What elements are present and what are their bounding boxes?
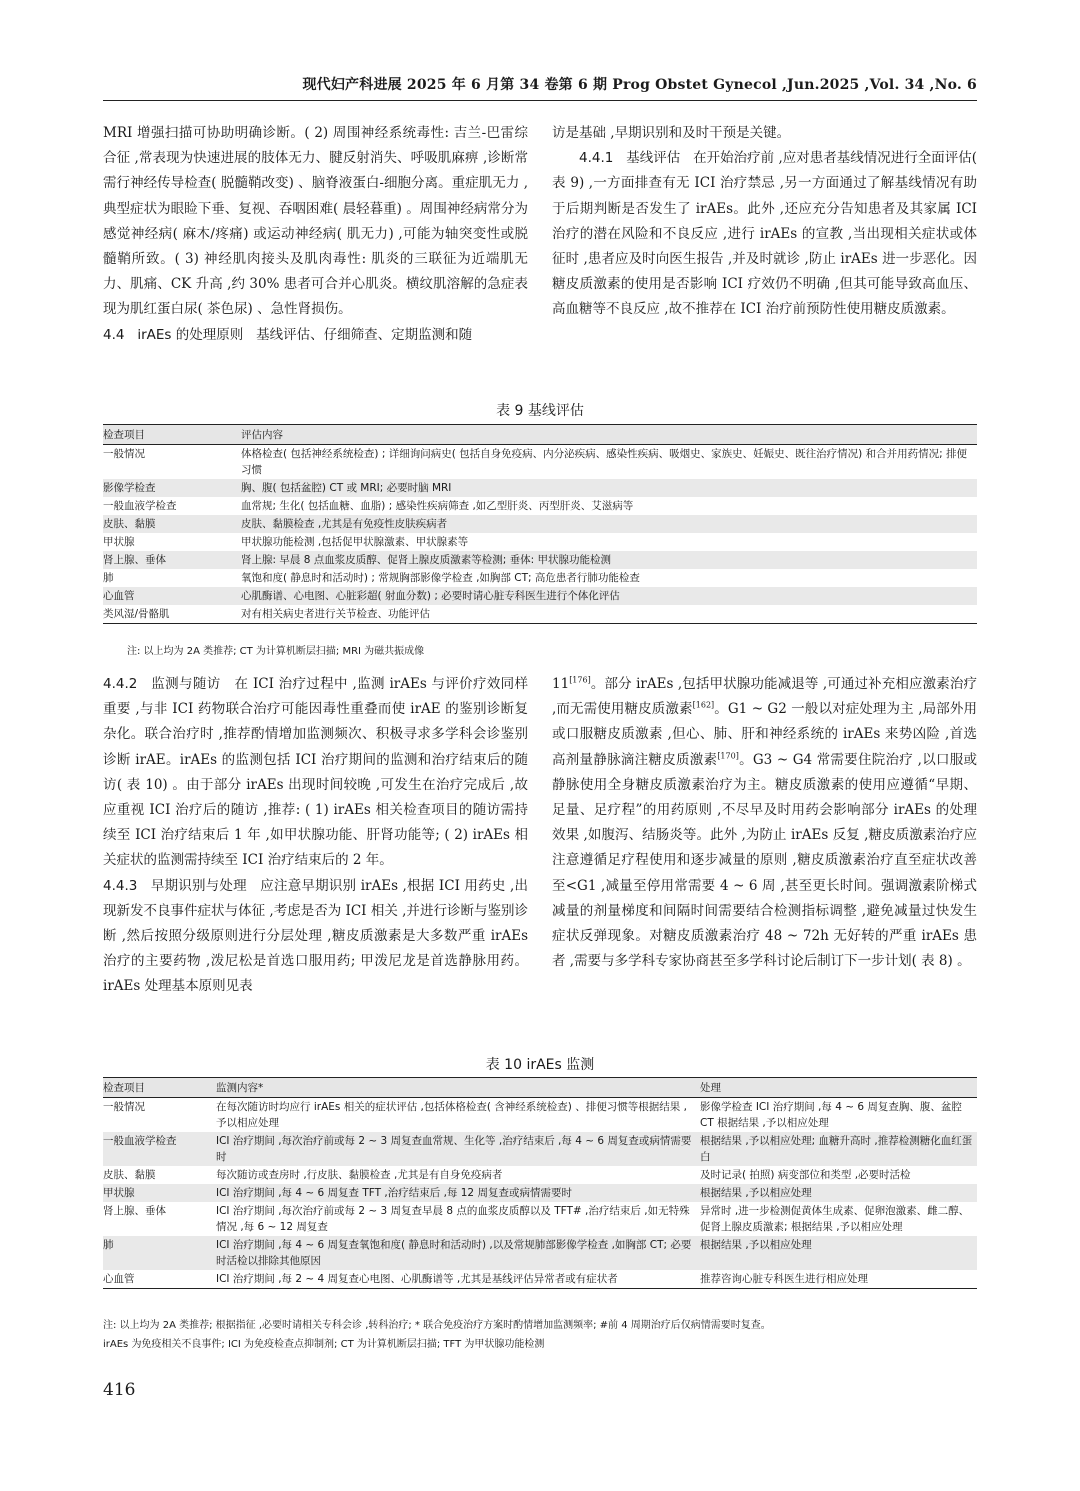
table-cell: 肾上腺: 早晨 8 点血浆皮质醇、促肾上腺皮质激素等检测; 垂体: 甲状腺功能检测 [241, 551, 977, 569]
section-4-4-1 [552, 146, 977, 322]
section-4-4-3 [103, 874, 528, 1000]
section-4-4-2 [103, 672, 528, 874]
table-10-note-line: 注: 以上均为 2A 类推荐; 根据指征 ,必要时请相关专科会诊 ,转科治疗; * 联合免疫治疗方案时酌情增加监测频率; #前 4 周期治疗后仅病情需要时复查。 [103, 1320, 771, 1331]
text-run: 。部分 irAEs ,包括甲状腺功能减退等 ,可通过补充相应激素治疗 ,而无需使用糖皮质激素 [552, 676, 977, 718]
table-cell: 心血管 [103, 587, 241, 605]
table-header-row [103, 1078, 977, 1098]
table-cell: 甲状腺 [103, 1184, 216, 1202]
column-header: 评估内容 [241, 425, 977, 445]
table-row [103, 1270, 977, 1289]
section-number: 4.4.2 [103, 676, 138, 692]
neuro-toxicity-paragraph: MRI 增强扫描可协助明确诊断。( 2) 周围神经系统毒性: 吉兰-巴雷综合征 ,常表现为快速进展的肢体无力、腱反射消失、呼吸肌麻痹 ,诊断常需行神经传导检查( 脱髓鞘改变) 、脑脊液蛋白-细胞分离。重症肌无力 ,典型症状为眼睑下垂、复视、吞咽困难( 晨轻暮重) 。周围神经病常分为感觉神经病( 麻木/疼痛) 或运动神经病( 肌无力) ,可能为轴突变性或脱髓鞘所致。( 3) 神经肌肉接头及肌肉毒性: 肌炎的三联征为近端肌无力、肌痛、CK 升高 ,约 30% 患者可合并心肌炎。横纹肌溶解的急症表现为肌红蛋白尿( 茶色尿) 、急性肾损伤。 [103, 125, 528, 318]
table-row [103, 445, 977, 480]
section-text: 基线评估、仔细筛查、定期监测和随 [256, 326, 473, 343]
section-number: 4.4.3 [103, 877, 138, 894]
middle-right-column [552, 672, 977, 974]
table-cell: 肾上腺、垂体 [103, 551, 241, 569]
table-cell: ICI 治疗期间 ,每 4 ~ 6 周复查 TFT ,治疗结束后 ,每 12 周复查或病情需要时 [216, 1184, 700, 1202]
table-cell: 心血管 [103, 1270, 216, 1289]
text-run: 。G1 ~ G2 一般以对症处理为主 ,局部外用或口服糖皮质激素 ,但心、肺、肝和神经系统的 irAEs 来势凶险 ,首选高剂量静脉滴注糖皮质激素 [552, 701, 977, 768]
table-cell: 氧饱和度( 静息时和活动时) ; 常规胸部影像学检查 ,如胸部 CT; 高危患者行肺功能检查 [241, 572, 640, 584]
table-cell: 甲状腺 [103, 536, 135, 548]
table-10-note [103, 1316, 977, 1354]
table-cell: ICI 治疗期间 ,每次治疗前或每 2 ~ 3 周复查早晨 8 点的血浆皮质醇以及 TFT# ,治疗结束后 ,如无特殊情况 ,每 6 ~ 12 周复查 [216, 1205, 690, 1233]
table-cell: 血常规; 生化( 包括血糖、血脂) ; 感染性疾病筛查 ,如乙型肝炎、丙型肝炎、艾滋病等 [241, 500, 634, 512]
table-cell: 肺 [103, 572, 114, 584]
table-cell: ICI 治疗期间 ,每 4 ~ 6 周复查氧饱和度( 静息时和活动时) ,以及常规肺部影像学检查 ,如胸部 CT; 必要时活检以排除其他原因 [216, 1236, 700, 1270]
table-cell: 一般血液学检查 [103, 500, 177, 512]
table-row [103, 587, 977, 605]
table-cell: 类风湿/骨骼肌 [103, 605, 241, 624]
table-cell: 皮肤、黏膜 [103, 515, 241, 533]
section-text: 在 ICI 治疗过程中 ,监测 irAEs 与评价疗效同样重要 ,与非 ICI 药物联合治疗可能因毒性重叠而使 irAE 的鉴别诊断复杂化。联合治疗时 ,推荐酌情增加监测频次、积极寻求多学科会诊鉴别诊断 irAE。irAEs 的监测包括 ICI 治疗期间的监测和治疗结束后的随访( 表 10) 。由于部分 irAEs 出现时间较晚 ,可发生在治疗完成后 ,故应重视 ICI 治疗后的随访 ,推荐: ( 1) irAEs 相关检查项目的随访需持续至 ICI 治疗结束后 1 年 ,如甲状腺功能、肝肾功能等; ( 2) irAEs 相关症状的监测需持续至 ICI 治疗结束后的 2 年。 [103, 676, 529, 869]
citation: [170] [717, 751, 739, 761]
section-title: 基线评估 [626, 150, 681, 167]
section-number: 4.4.1 [579, 150, 614, 167]
upper-right-column [552, 121, 977, 323]
citation: [176] [569, 675, 591, 685]
table-row [103, 1166, 977, 1184]
table-9 [103, 424, 977, 624]
section-number: 4.4 [103, 326, 125, 343]
table-cell: 在每次随访时均应行 irAEs 相关的症状评估 ,包括体格检查( 含神经系统检查) 、排便习惯等根据结果 ,予以相应处理 [216, 1101, 687, 1129]
table-9-caption: 表 9 基线评估 [496, 403, 584, 419]
table-row [103, 1132, 977, 1166]
table-cell: 对有相关病史者进行关节检查、功能评估 [241, 605, 977, 624]
table-cell: 一般情况 [103, 448, 145, 460]
text-run: 11 [552, 676, 570, 692]
section-title: irAEs 的处理原则 [137, 326, 244, 343]
table-row [103, 497, 977, 515]
table-row [103, 551, 977, 569]
table-10-caption: 表 10 irAEs 监测 [485, 1057, 595, 1073]
table-cell: 一般血液学检查 [103, 1132, 216, 1166]
column-header: 处理 [700, 1078, 977, 1098]
column-header: 监测内容* [216, 1078, 700, 1098]
section-text: 应注意早期识别 irAEs ,根据 ICI 用药史 ,出现新发不良事件症状与体征 ,考虑是否为 ICI 相关 ,并进行诊断与鉴别诊断 ,然后按照分级原则进行分层处理 ,糖皮质激素是大多数严重 irAEs 治疗的主要药物 ,泼尼松是首选口服用药; 甲泼尼龙是首选静脉用药。irAEs 处理基本原则见表 [103, 877, 529, 995]
table-row [103, 605, 977, 624]
table-10-note-line: irAEs 为免疫相关不良事件; ICI 为免疫检查点抑制剂; CT 为计算机断层扫描; TFT 为甲状腺功能检测 [103, 1339, 545, 1350]
column-header: 检查项目 [103, 425, 241, 445]
table-row [103, 479, 977, 497]
table-row [103, 515, 977, 533]
table-cell: 根据结果 ,予以相应处理; 血糖升高时 ,推荐检测糖化血红蛋白 [700, 1132, 977, 1166]
table-cell: 推荐咨询心脏专科医生进行相应处理 [700, 1270, 977, 1289]
table-cell: 甲状腺功能检测 ,包括促甲状腺激素、甲状腺素等 [241, 536, 469, 548]
table-cell: 心肌酶谱、心电图、心脏彩超( 射血分数) ; 必要时请心脏专科医生进行个体化评估 [241, 587, 977, 605]
table-cell: 异常时 ,进一步检测促黄体生成素、促卵泡激素、雌二醇、促肾上腺皮质激素; 根据结果 ,予以相应处理 [700, 1205, 970, 1233]
section-text: 在开始治疗前 ,应对患者基线情况进行全面评估( 表 9) ,一方面排查有无 ICI 治疗禁忌 ,另一方面通过了解基线情况有助于后期判断是否发生了 irAEs。此外 ,还应充分告知患者及其家属 ICI 治疗的潜在风险和不良反应 ,进行 irAEs 的宣教 ,当出现相关症状或体征时 ,患者应及时向医生报告 ,并及时就诊 ,防止 irAEs 进一步恶化。因糖皮质激素的使用是否影响 ICI 疗效仍不明确 ,但其可能导致高血压、高血糖等不良反应 ,故不推荐在 ICI 治疗前预防性使用糖皮质激素。 [552, 150, 978, 318]
steroid-paragraph [552, 672, 977, 974]
table-cell: 根据结果 ,予以相应处理 [700, 1184, 977, 1202]
table-row [103, 569, 977, 587]
column-header: 检查项目 [103, 1078, 216, 1098]
table-cell: 根据结果 ,予以相应处理 [700, 1236, 977, 1270]
running-head: 现代妇产科进展 2025 年 6 月第 34 卷第 6 期 Prog Obstet Gynecol ,Jun.2025 ,Vol. 34 ,No. 6 [302, 77, 977, 93]
table-row [103, 533, 977, 551]
table-cell: 影像学检查 ICI 治疗期间 ,每 4 ~ 6 周复查胸、腹、盆腔 CT 根据结果 ,予以相应处理 [700, 1101, 962, 1129]
table-cell: ICI 治疗期间 ,每 2 ~ 4 周复查心电图、心肌酶谱等 ,尤其是基线评估异常者或有症状者 [216, 1270, 700, 1289]
table-row [103, 1184, 977, 1202]
table-cell: 肺 [103, 1236, 216, 1270]
table-cell: 及时记录( 拍照) 病变部位和类型 ,必要时活检 [700, 1169, 911, 1181]
table-cell: 影像学检查 [103, 479, 241, 497]
section-title: 早期识别与处理 [150, 877, 247, 894]
text-run: 。G3 ~ G4 常需要住院治疗 ,以口服或静脉使用全身糖皮质激素治疗为主。糖皮质激素的使用应遵循“早期、足量、足疗程”的用药原则 ,不尽早及时用药会影响部分 irAEs 的处理效果 ,如腹泻、结肠炎等。此外 ,为防止 irAEs 反复 ,糖皮质激素治疗应注意遵循足疗程使用和逐步减量的原则 ,糖皮质激素治疗直至症状改善至<G1 ,减量至停用常需要 4 ~ 6 周 ,甚至更长时间。强调激素阶梯式减量的剂量梯度和间隔时间需要结合检测指标调整 ,避免减量过快发生症状反弹现象。对糖皮质激素治疗 48 ~ 72h 无好转的严重 irAEs 患者 ,需要与多学科专家协商甚至多学科讨论后制订下一步计划( 表 8) 。 [552, 751, 978, 970]
table-cell: 体格检查( 包括神经系统检查) ; 详细询问病史( 包括自身免疫病、内分泌疾病、感染性疾病、吸烟史、家族史、妊娠史、既往治疗情况) 和合并用药情况; 排便习惯 [241, 448, 967, 476]
table-10 [103, 1077, 977, 1289]
table-row [103, 1098, 977, 1133]
paragraph-continuation: 访是基础 ,早期识别和及时干预是关键。 [552, 125, 791, 141]
upper-left-column [103, 121, 528, 348]
page-number: 416 [103, 1380, 136, 1400]
table-cell: ICI 治疗期间 ,每次治疗前或每 2 ~ 3 周复查血常规、生化等 ,治疗结束后 ,每 4 ~ 6 周复查或病情需要时 [216, 1132, 700, 1166]
section-4-4 [103, 323, 528, 348]
section-title: 监测与随访 [151, 676, 221, 692]
table-row [103, 1202, 977, 1236]
header-rule [103, 100, 977, 101]
table-cell: 肾上腺、垂体 [103, 1205, 166, 1217]
table-9-note: 注: 以上均为 2A 类推荐; CT 为计算机断层扫描; MRI 为磁共振成像 [127, 646, 425, 657]
table-cell: 皮肤、黏膜检查 ,尤其是有免疫性皮肤疾病者 [241, 515, 977, 533]
table-header-row [103, 425, 977, 445]
table-cell: 每次随访或查房时 ,行皮肤、黏膜检查 ,尤其是有自身免疫病者 [216, 1169, 503, 1181]
table-cell: 一般情况 [103, 1101, 145, 1113]
table-cell: 皮肤、黏膜 [103, 1169, 156, 1181]
table-row [103, 1236, 977, 1270]
middle-left-column [103, 672, 528, 1000]
table-cell: 胸、腹( 包括盆腔) CT 或 MRI; 必要时脑 MRI [241, 479, 977, 497]
citation: [162] [692, 700, 715, 710]
